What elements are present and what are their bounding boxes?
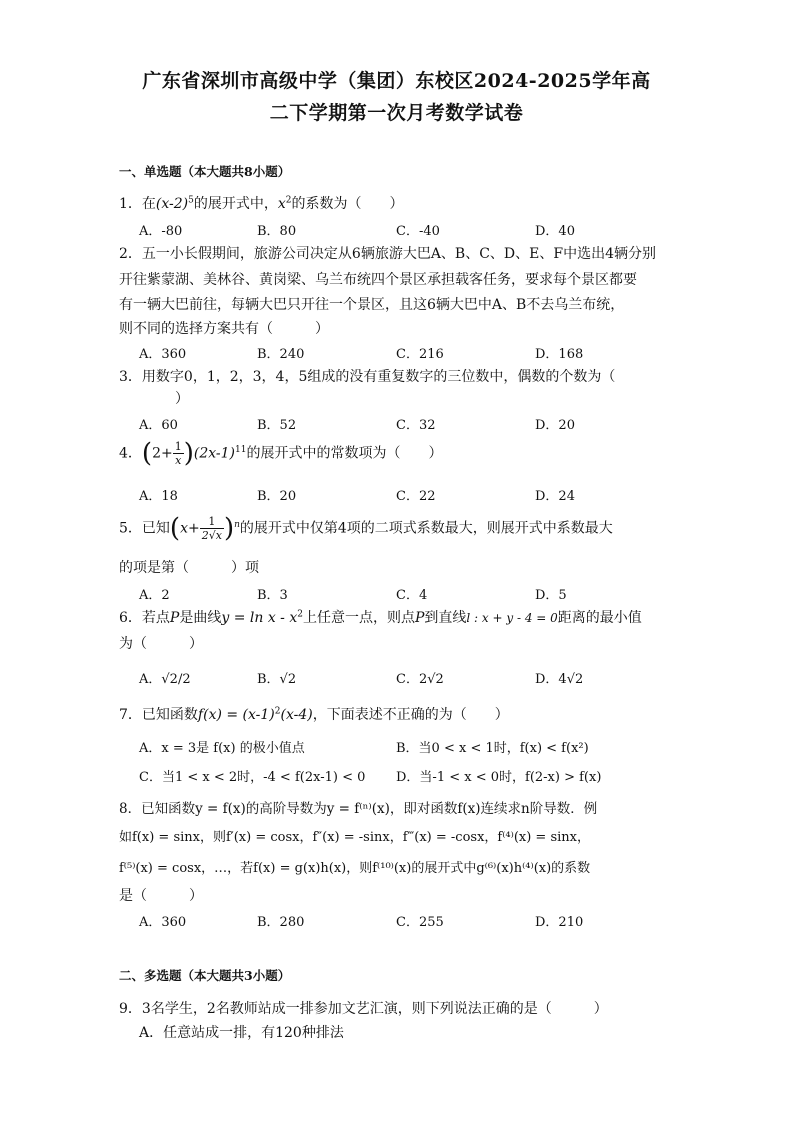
math-expression: (x-2) <box>155 196 189 212</box>
question-text: 5．已知 <box>119 520 170 537</box>
section-heading-single-choice: 一、单选题（本大题共8小题） <box>119 164 291 179</box>
math-variable: P <box>414 610 425 626</box>
option-d: D．40 <box>535 224 575 239</box>
option-a: A．360 <box>139 915 187 930</box>
question-7 <box>119 704 509 724</box>
question-4: 4．(2+ $\frac{1}{x}$ )$(2x-1)^{11}$的展开式中的常数项为（ ） <box>119 438 443 469</box>
question-8-line-3: f⁽⁵⁾(x) = cosx，…，若f(x) = g(x)h(x)，则f⁽¹⁰⁾(x)的展开式中g⁽⁶⁾(x)h⁽⁴⁾(x)的系数 <box>119 861 591 876</box>
option-d: D．210 <box>535 915 584 930</box>
question-2-line-3: 有一辆大巴前往，每辆大巴只开往一个景区，且这6辆大巴中A、B不去乌兰布统， <box>119 297 625 313</box>
question-2-line-2: 开往紫蒙湖、美林谷、黄岗梁、乌兰布统四个景区承担载客任务，要求每个景区都要 <box>119 272 637 288</box>
math-exponent: 2 <box>297 609 303 620</box>
question-text: 7．已知函数 <box>119 707 198 723</box>
option-c: C．4 <box>396 588 428 603</box>
option-c: C．216 <box>396 347 444 362</box>
math-variable: P <box>169 610 180 626</box>
option-c: C．-40 <box>396 224 440 239</box>
math-expression: f(x) = (x-1) <box>197 707 275 723</box>
options-row <box>0 737 793 757</box>
option-b: B．280 <box>257 915 305 930</box>
option-b: B．52 <box>257 418 297 433</box>
option-b: B．80 <box>257 224 297 239</box>
option-b: B．240 <box>257 347 305 362</box>
question-5-line-1: 5．已知(x+ $\frac{1}{2√x}$ )$^n$的展开式中仅第4项的二项式系数最大，则展开式中系数最大 <box>119 513 613 544</box>
option-c: C．255 <box>396 915 444 930</box>
options-row <box>0 485 793 505</box>
question-6-line-1 <box>119 607 642 627</box>
option-a: A．2 <box>139 588 170 603</box>
document-title-line-1: 广东省深圳市高级中学（集团）东校区2024-2025学年高 <box>142 70 651 92</box>
option-a: A．x = 3是 f(x) 的极小值点 <box>139 741 305 756</box>
question-text: 的展开式中仅第4项的二项式系数最大，则展开式中系数最大 <box>239 520 613 537</box>
question-text: 到直线 <box>424 610 467 626</box>
math-fraction: $\frac{1}{2√x}$ <box>201 515 222 542</box>
option-d: D．当-1 < x < 0时，f(2-x) > f(x) <box>396 770 602 785</box>
math-expression: (x-4) <box>280 707 313 723</box>
question-2-line-1: 2．五一小长假期间，旅游公司决定从6辆旅游大巴A、B、C、D、E、F中选出4辆分别 <box>119 246 656 262</box>
question-6-line-2: 为（ ） <box>119 636 203 652</box>
document-title-line-2: 二下学期第一次月考数学试卷 <box>269 102 524 124</box>
question-3-line-2: ） <box>175 391 189 407</box>
option-a: A．60 <box>139 418 178 433</box>
options-row <box>0 911 793 931</box>
math-exponent: 2 <box>274 706 281 717</box>
question-text: ，下面表述不正确的为（ ） <box>312 707 509 723</box>
math-variable: x <box>277 196 286 212</box>
math-fraction: $\frac{1}{x}$ <box>174 440 182 467</box>
question-number: 1． <box>119 196 142 212</box>
option-c: C．32 <box>396 418 436 433</box>
math-expression: x+ <box>180 520 200 537</box>
question-text: 在 <box>141 196 156 212</box>
option-a: A．18 <box>139 489 178 504</box>
option-d: D．4√2 <box>535 672 584 687</box>
math-exponent: n <box>234 519 240 530</box>
question-text: 距离的最小值 <box>557 610 642 626</box>
option-b: B．20 <box>257 489 297 504</box>
question-text: 的系数为（ ） <box>291 196 404 212</box>
math-exponent: 11 <box>235 444 247 455</box>
question-2-line-4: 则不同的选择方案共有（ ） <box>119 321 329 337</box>
options-row <box>0 220 793 240</box>
option-a: A．360 <box>139 347 187 362</box>
option-d: D．168 <box>535 347 584 362</box>
math-expression: l : x + y - 4 = 0 <box>466 611 558 625</box>
question-text: 是曲线 <box>179 610 222 626</box>
option-d: D．24 <box>535 489 575 504</box>
math-expression: 2+ <box>152 445 173 462</box>
options-row <box>0 668 793 688</box>
question-9-line-1: 9．3名学生，2名教师站成一排参加文艺汇演，则下列说法正确的是（ ） <box>119 1001 608 1017</box>
option-c: C．当1 < x < 2时，-4 < f(2x-1) < 0 <box>139 770 366 785</box>
options-row <box>0 584 793 604</box>
option-d: D．20 <box>535 418 575 433</box>
question-text: 的展开式中， <box>193 196 278 212</box>
question-text: 的展开式中的常数项为（ ） <box>246 445 443 462</box>
question-5-line-2: 的项是第（ ）项 <box>119 560 259 576</box>
question-8-line-1: 8．已知函数y = f(x)的高阶导数为y = f⁽ⁿ⁾(x)，即对函数f(x)连续求n阶导数．例 <box>119 801 598 817</box>
option-b: B．√2 <box>257 672 297 687</box>
math-expression: y = ln x - x <box>221 610 298 626</box>
question-8-line-4: 是（ ） <box>119 888 203 904</box>
option-a: A．√2/2 <box>139 672 191 687</box>
question-8-line-2: 如f(x) = sinx，则f′(x) = cosx，f″(x) = -sinx，f‴(x) = -cosx，f⁽⁴⁾(x) = sinx， <box>119 830 590 845</box>
options-row <box>0 766 793 786</box>
math-exponent: 5 <box>188 195 194 206</box>
option-b: B．3 <box>257 588 288 603</box>
question-text: 上任意一点，则点 <box>302 610 415 626</box>
question-number: 4． <box>119 445 142 462</box>
option-d: D．5 <box>535 588 567 603</box>
option-c: C．2√2 <box>396 672 444 687</box>
option-b: B．当0 < x < 1时，f(x) < f(x²) <box>396 741 589 756</box>
question-3-line-1: 3．用数字0，1，2，3，4，5组成的没有重复数字的三位数中，偶数的个数为（ <box>119 369 616 385</box>
section-heading-multiple-choice: 二、多选题（本大题共3小题） <box>119 968 291 983</box>
question-text: 6．若点 <box>119 610 170 626</box>
option-c: C．22 <box>396 489 436 504</box>
option-a: A．-80 <box>139 224 183 239</box>
options-row <box>0 414 793 434</box>
math-exponent: 2 <box>285 195 292 206</box>
question-1 <box>119 193 404 213</box>
options-row <box>0 343 793 363</box>
math-expression: (2x-1) <box>193 445 235 462</box>
question-9-option-a: A．任意站成一排，有120种排法 <box>139 1025 344 1041</box>
